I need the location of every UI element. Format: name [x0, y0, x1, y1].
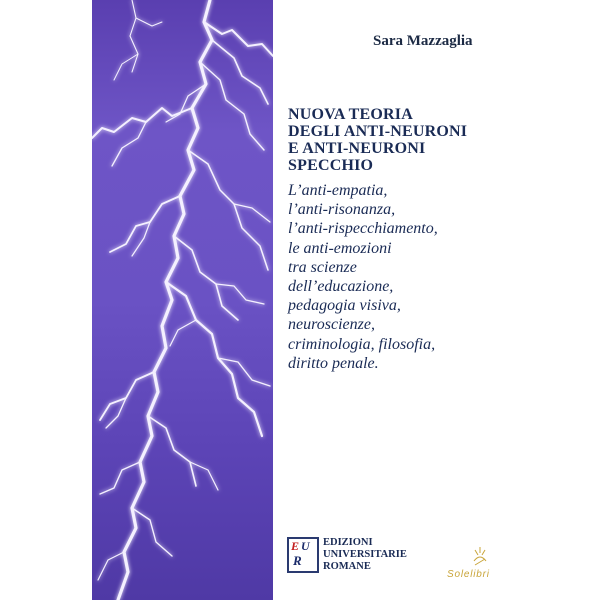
title-line: DEGLI ANTI-NEURONI	[288, 123, 468, 140]
logo-letter: U	[301, 539, 310, 553]
title-line: NUOVA TEORIA	[288, 106, 413, 123]
subtitle-line: neuroscienze,	[288, 316, 375, 334]
title-line: E ANTI-NEURONI	[288, 140, 426, 157]
lightning-photo-icon	[92, 0, 273, 600]
subtitle-line: dell’educazione,	[288, 278, 394, 296]
publisher-logo	[287, 537, 490, 580]
subtitle-line: l’anti-risonanza,	[288, 201, 396, 219]
subtitle-line: tra scienze	[288, 258, 357, 276]
eur-logo-icon	[287, 537, 319, 573]
book-subtitle	[288, 181, 588, 373]
publisher-line: EDIZIONI	[323, 537, 373, 548]
subtitle-line: le anti-emozioni	[288, 239, 392, 257]
publisher-line: ROMANE	[323, 561, 371, 572]
book-title	[288, 106, 588, 174]
subtitle-line: L’anti-empatia,	[288, 182, 388, 199]
sun-icon	[473, 547, 487, 569]
subtitle-line: criminologia, filosofia,	[288, 335, 436, 353]
author-name: Sara Mazzaglia	[373, 33, 473, 49]
title-line: SPECCHIO	[288, 157, 374, 174]
logo-letter: R	[293, 553, 302, 568]
logo-letter: E	[291, 539, 300, 553]
subtitle-line: pedagogia visiva,	[288, 297, 401, 315]
subtitle-line: l’anti-rispecchiamento,	[288, 220, 438, 238]
publisher-name	[323, 537, 407, 573]
subtitle-line: diritto penale.	[288, 354, 379, 372]
imprint-name: Solelibri	[447, 569, 490, 580]
publisher-line: UNIVERSITARIE	[323, 549, 407, 560]
